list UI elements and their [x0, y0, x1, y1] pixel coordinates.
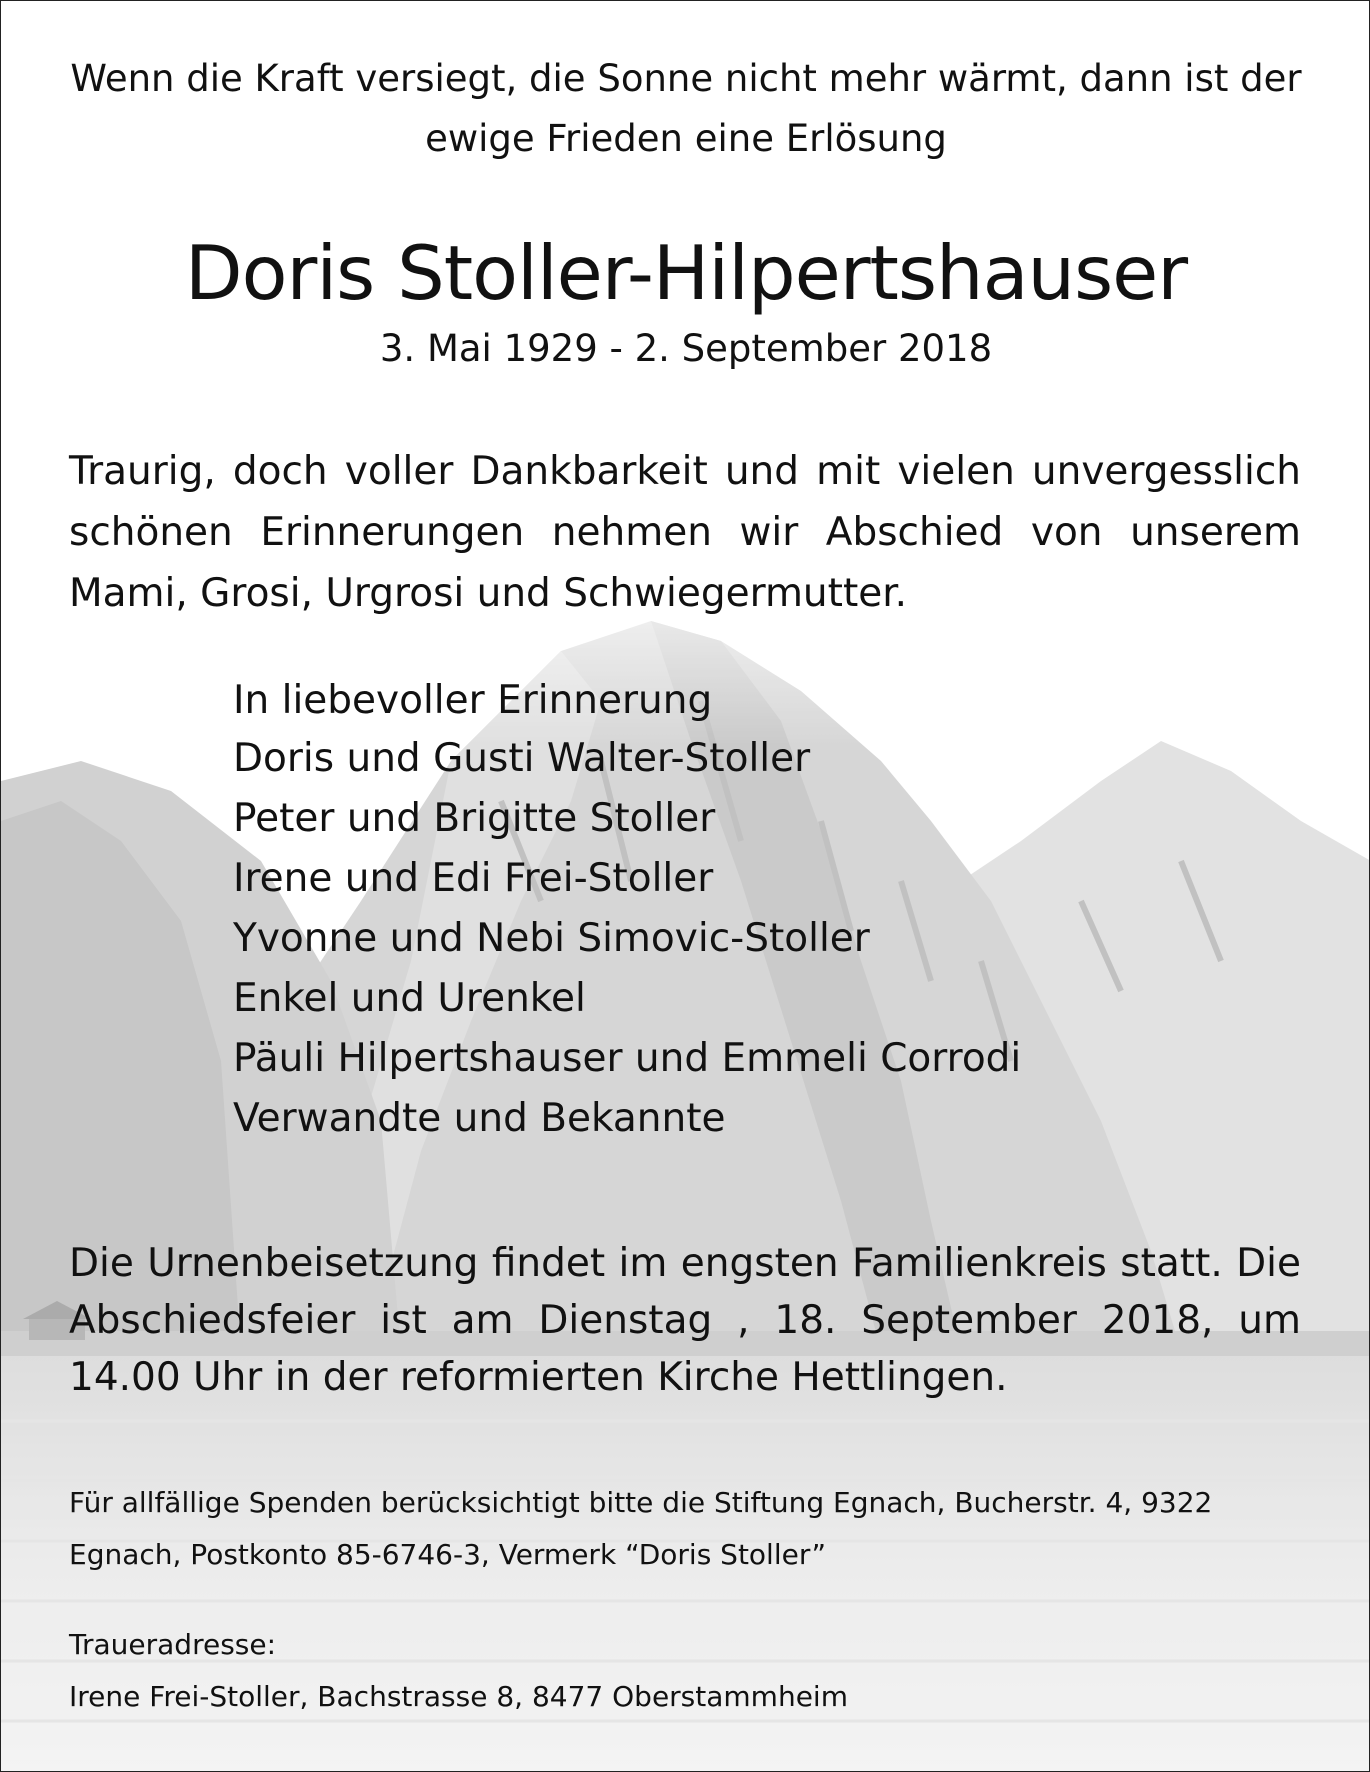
mourner-entry: Enkel und Urenkel: [233, 976, 586, 1021]
notice-content: [1, 1, 1370, 1772]
motto-quote: [61, 49, 1311, 169]
motto-line-2: ewige Frieden eine Erlösung: [425, 117, 947, 160]
intro-paragraph: Traurig, doch voller Dankbarkeit und mit vielen unvergesslich schönen Erinnerungen nehmen wir Abschied von unserem Mami, Grosi, Urgrosi und Schwiegermutter.: [69, 449, 1301, 616]
motto-line-1: Wenn die Kraft versiegt, die Sonne nicht mehr wärmt, dann ist der: [70, 57, 1302, 100]
life-dates: 3. Mai 1929 - 2. September 2018: [379, 327, 993, 370]
deceased-name: Doris Stoller-Hilpertshauser: [184, 229, 1188, 317]
address-value: Irene Frei-Stoller, Bachstrasse 8, 8477 Oberstammheim: [69, 1680, 848, 1713]
address-label: Traueradresse:: [69, 1628, 277, 1661]
mourner-entry: Peter und Brigitte Stoller: [233, 796, 716, 841]
donation-line-1: Für allfällige Spenden berücksichtigt bitte die Stiftung Egnach, Bucherstr. 4, 9322: [69, 1486, 1213, 1519]
mourner-entry: Doris und Gusti Walter-Stoller: [233, 736, 811, 781]
donation-note: [69, 1477, 1301, 1581]
mourner-entry: Irene und Edi Frei-Stoller: [233, 856, 714, 901]
mourner-entry: Päuli Hilpertshauser und Emmeli Corrodi: [233, 1036, 1022, 1081]
mourner-entry: Yvonne und Nebi Simovic-Stoller: [233, 916, 870, 961]
donation-line-2: Egnach, Postkonto 85-6746-3, Vermerk “Doris Stoller”: [69, 1538, 827, 1571]
mourners-list: [233, 669, 1233, 1149]
mourning-address: [69, 1619, 1301, 1723]
funeral-details-paragraph: Die Urnenbeisetzung findet im engsten Familienkreis statt. Die Abschiedsfeier ist am Dienstag , 18. September 2018, um 14.00 Uhr in der reformierten Kirche Hettlingen.: [69, 1241, 1301, 1400]
mourners-heading: In liebevoller Erinnerung: [233, 678, 713, 723]
mourner-entry: Verwandte und Bekannte: [233, 1096, 726, 1141]
